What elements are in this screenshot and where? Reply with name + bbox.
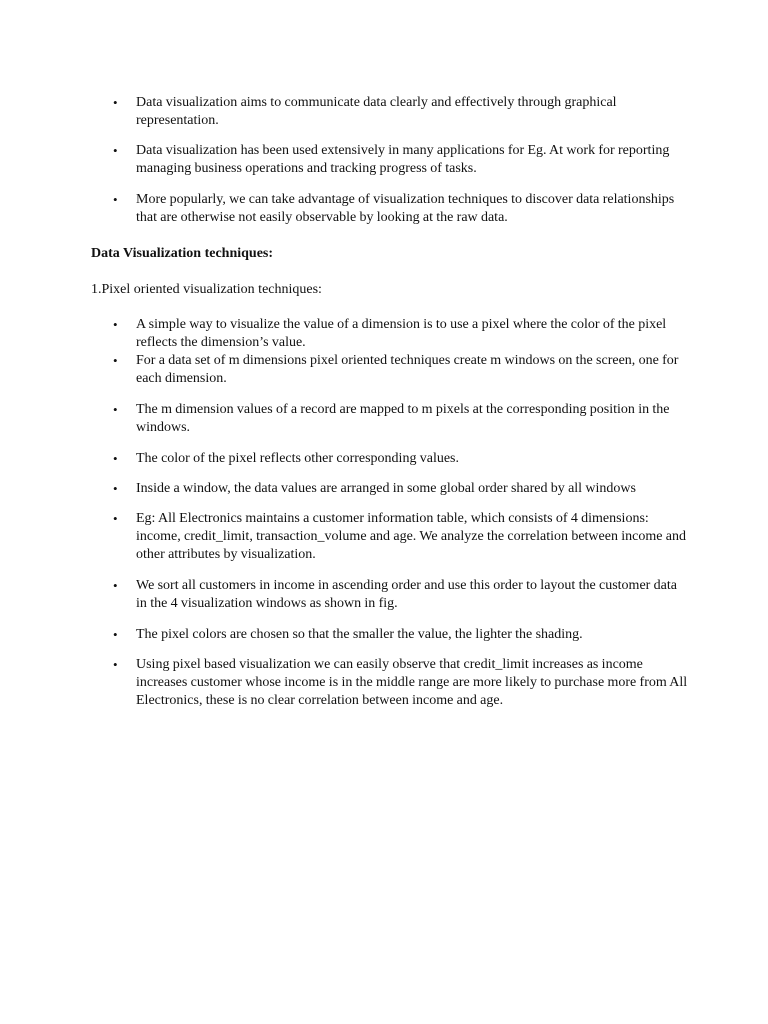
bullet-text: We sort all customers in income in ascending order and use this order to layout the customer data in the 4 visualization windows as shown in fig. [136,578,677,611]
bullet-icon: • [113,143,118,158]
bullet-text: Data visualization has been used extensively in many applications for Eg. At work for reporting managing business operations and tracking progress of tasks. [136,143,670,176]
bullet-text: The pixel colors are chosen so that the smaller the value, the lighter the shading. [136,627,583,642]
bullet-icon: • [113,95,118,110]
bullet-icon: • [113,511,118,526]
section-heading: Data Visualization techniques: [91,246,274,261]
bullet-icon: • [113,451,118,466]
bullet-text: More popularly, we can take advantage of visualization techniques to discover data relationships that are otherwise not easily observable by looking at the raw data. [136,192,675,225]
bullet-text: The color of the pixel reflects other corresponding values. [136,451,460,466]
bullet-icon: • [113,192,118,207]
bullet-text: Eg: All Electronics maintains a customer information table, which consists of 4 dimensions: income, credit_limit, transaction_volume and age. We analyze the correlation between income and other attributes by visualization. [136,511,686,562]
bullet-icon: • [113,317,118,332]
bullet-text: A simple way to visualize the value of a dimension is to use a pixel where the color of the pixel reflects the dimension’s value. [136,317,667,350]
bullet-icon: • [113,657,118,672]
bullet-text: Using pixel based visualization we can easily observe that credit_limit increases as income increases customer whose income is in the middle range are more likely to purchase more from All Electronics, these is no clear correlation between income and age. [136,657,688,708]
bullet-icon: • [113,627,118,642]
bullet-icon: • [113,578,118,593]
bullet-text: Data visualization aims to communicate data clearly and effectively through graphical representation. [136,95,617,128]
subsection-heading: 1.Pixel oriented visualization techniques: [91,282,322,297]
bullet-icon: • [113,402,118,417]
bullet-text: For a data set of m dimensions pixel oriented techniques create m windows on the screen, one for each dimension. [136,353,679,386]
bullet-text: Inside a window, the data values are arranged in some global order shared by all windows [136,481,636,496]
bullet-icon: • [113,353,118,368]
bullet-icon: • [113,481,118,496]
bullet-text: The m dimension values of a record are mapped to m pixels at the corresponding position in the windows. [136,402,670,435]
